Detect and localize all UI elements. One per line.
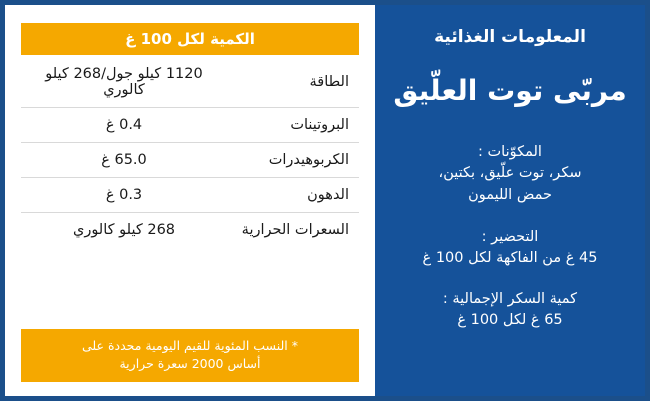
ingredients-line-2: حمض الليمون — [468, 186, 552, 203]
product-name: مربّى توت العلّيق — [393, 74, 627, 107]
total-sugar-value: 65 غ لكل 100 غ — [457, 312, 563, 329]
table-row — [21, 143, 359, 178]
amount-per-serving-header: الكمية لكل 100 غ — [21, 23, 359, 55]
ingredients-line-1: سكر، توت علّيق، بكتين، — [438, 165, 582, 182]
nutrition-table-panel — [5, 5, 375, 396]
nutrient-value: 0.4 غ — [105, 117, 143, 133]
preparation-value: 45 غ من الفاكهة لكل 100 غ — [422, 249, 598, 266]
nutrient-row-list — [21, 57, 359, 323]
footnote-line-2: أساس 2000 سعرة حرارية — [119, 356, 261, 372]
product-info-panel — [375, 5, 645, 396]
daily-value-footnote — [21, 329, 359, 383]
table-row — [21, 57, 359, 108]
nutrient-value: 1120 كيلو جول/268 كيلو كالوري — [45, 66, 203, 98]
total-sugar-label: كمية السكر الإجمالية : — [442, 291, 578, 308]
preparation-label: التحضير : — [481, 228, 539, 245]
nutrition-facts-heading: المعلومات الغذائية — [434, 27, 586, 47]
nutrient-name: الطاقة — [309, 74, 349, 90]
total-sugar-block — [389, 289, 631, 332]
ingredients-label: المكوّنات : — [478, 144, 542, 160]
nutrient-value: 0.3 غ — [105, 187, 143, 203]
footnote-line-1: * النسب المئوية للقيم اليومية محددة على — [82, 337, 298, 353]
nutrient-name: الكربوهيدرات — [268, 152, 349, 168]
nutrient-value: 65.0 غ — [101, 152, 147, 168]
table-row — [21, 213, 359, 247]
nutrient-value: 268 كيلو كالوري — [72, 222, 176, 238]
nutrient-name: السعرات الحرارية — [241, 222, 349, 238]
nutrient-name: البروتينات — [290, 117, 349, 133]
preparation-block — [389, 227, 631, 270]
nutrient-name: الدهون — [307, 187, 349, 203]
ingredients-block — [389, 142, 631, 207]
table-row — [21, 108, 359, 143]
table-row — [21, 178, 359, 213]
